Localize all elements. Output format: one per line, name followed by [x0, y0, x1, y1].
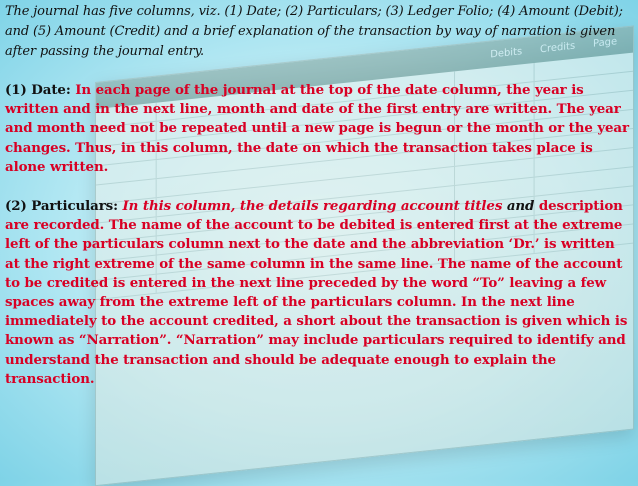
date-text: In each page of the journal at the top of the date column, the year is written and in the next line, month and date of the first entry are written. The year and month need not be repeated until a new page is begun or the month or the year changes. Thus, in this column, the date on which the transaction takes place is alone written.	[5, 82, 629, 175]
intro-paragraph: The journal has five columns, viz. (1) Date; (2) Particulars; (3) Ledger Folio; (4) Amount (Debit); and (5) Amount (Credit) and a brief explanation of the transaction by way of narration is given after passing the journal entry.	[5, 4, 623, 59]
particulars-label: (2) Particulars:	[5, 198, 118, 215]
particulars-paragraph	[5, 197, 633, 389]
particulars-rest: description are recorded. The name of the account to be debited is entered first at the extreme left of the particulars column next to the date and the abbreviation ‘Dr.’ is written at the right extreme of the same column in the same line. The name of the account to be credited is entered in the next line preceded by the word “To” leaving a few spaces away from the extreme left of the particulars column. In the next line immediately to the account credited, a short about the transaction is given which is known as “Narration”. “Narration” may include particulars required to identify and understand the transaction and should be adequate enough to explain the transaction.	[5, 198, 628, 387]
journal-image-header-page: Page	[593, 35, 618, 50]
journal-image-header-debits: Debits	[490, 45, 523, 61]
particulars-italic-lead: In this column, the details regarding account titles	[122, 198, 503, 215]
slide-content	[5, 2, 633, 389]
date-label: (1) Date:	[5, 82, 71, 98]
journal-image-header-credits: Credits	[540, 40, 576, 55]
date-paragraph	[5, 81, 633, 177]
particulars-italic-and: and	[506, 198, 535, 215]
